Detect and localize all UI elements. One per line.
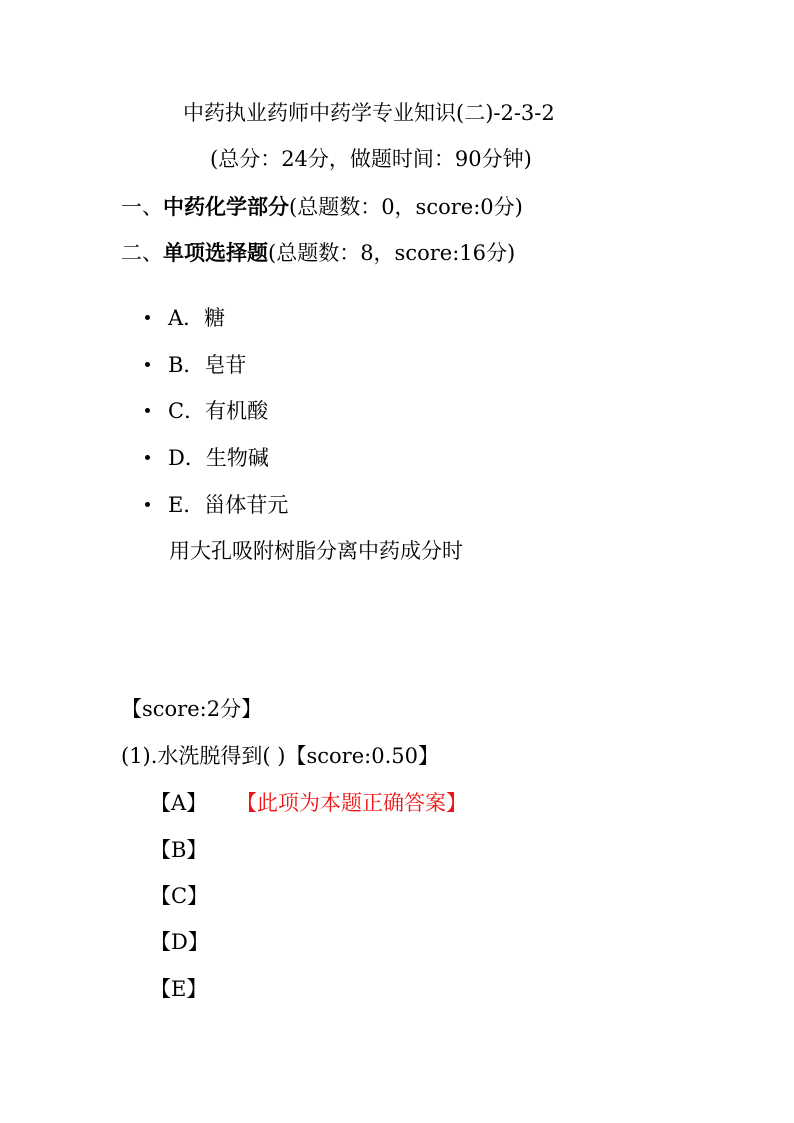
answer-option-b[interactable]: 【B】 [150,838,208,862]
option-label: A．糖 [168,306,226,330]
option-item-e [145,495,288,516]
option-label: B．皂苷 [168,353,247,377]
section-title: 单项选择题 [163,240,268,265]
answer-option-c[interactable]: 【C】 [150,884,209,908]
option-label: D．生物碱 [168,446,269,470]
bullet-icon [145,362,150,367]
section-info: (总题数：8，score:16分) [268,241,516,265]
page-title: 中药执业药师中药学专业知识(二)-2-3-2 [183,101,555,125]
section-prefix: 二、 [121,241,163,265]
option-label: E．甾体苷元 [168,493,289,517]
option-item-a [145,308,225,329]
answer-option-a[interactable]: 【A】 [150,791,208,815]
exam-summary: (总分：24分，做题时间：90分钟) [210,147,532,171]
sub-question: (1).水洗脱得到( )【score:0.50】 [121,744,439,768]
question-stem: 用大孔吸附树脂分离中药成分时 [169,539,463,563]
correct-answer-note: 【此项为本题正确答案】 [236,791,467,815]
bullet-icon [145,502,150,507]
answer-option-d[interactable]: 【D】 [150,930,209,954]
option-item-d [145,448,269,469]
option-item-c [145,401,268,422]
section-heading-1 [121,196,523,218]
bullet-icon [145,408,150,413]
section-title: 中药化学部分 [163,194,289,219]
option-item-b [145,355,246,376]
option-label: C．有机酸 [168,399,269,423]
answer-option-e[interactable]: 【E】 [150,977,208,1001]
bullet-icon [145,455,150,460]
bullet-icon [145,315,150,320]
section-info: (总题数：0，score:0分) [289,195,523,219]
section-prefix: 一、 [121,195,163,219]
section-heading-2 [121,242,515,264]
group-score: 【score:2分】 [121,697,263,721]
